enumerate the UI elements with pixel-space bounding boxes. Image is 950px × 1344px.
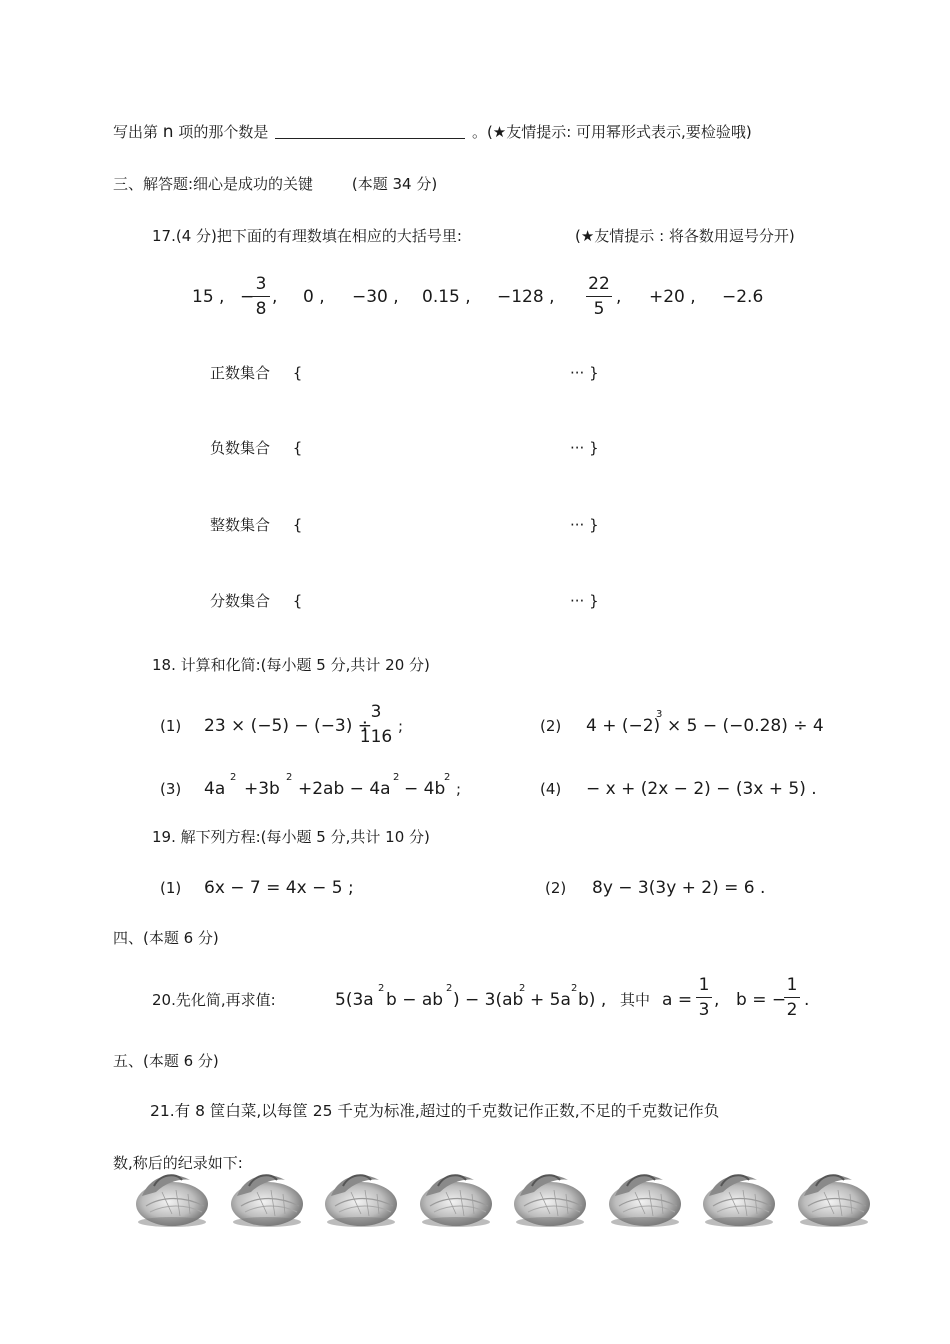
q17-fraction-22-5 <box>586 274 612 319</box>
q17-fraction-3-8-num: 3 <box>255 274 267 294</box>
q16-n: n <box>162 122 174 142</box>
set-row-fraction <box>210 591 302 611</box>
q17-fraction-3-8-comma: , <box>272 287 278 307</box>
q20-a-eq: a = <box>662 990 693 1010</box>
q18-p4-label: (4) <box>540 780 562 798</box>
q17-fraction-22-5-num: 22 <box>588 274 610 294</box>
q18-p1-fraction-den: 116 <box>359 727 393 747</box>
q16-tail: 。(★友情提示: 可用幂形式表示,要检验哦) <box>471 123 752 141</box>
q20-expr-1: 5(3a <box>335 990 374 1010</box>
q19-p2-expr: 8y − 3(3y + 2) = 6 . <box>592 878 766 898</box>
q18-p3-exp1: 2 <box>230 772 237 783</box>
q20-comma: , <box>714 990 720 1010</box>
set-open-brace: { <box>292 516 303 534</box>
q19-stem: 19. 解下列方程:(每小题 5 分,共计 10 分) <box>152 828 430 846</box>
q20-where: 其中 <box>620 991 651 1009</box>
set-open-brace: { <box>292 364 303 382</box>
q18-p1-expr: 23 × (−5) − (−3) ÷ <box>204 716 373 736</box>
q20-expr-2: b − ab <box>386 990 444 1010</box>
q18-p1-label: (1) <box>160 717 182 735</box>
q17-number-neg-sign: − <box>240 287 255 307</box>
q17-number-0: 0 , <box>303 287 325 307</box>
q18-p2-b: × 5 − (−0.28) ÷ 4 <box>667 716 824 736</box>
q20-exp-4: 2 <box>571 983 578 994</box>
q17-fraction-22-5-comma: , <box>616 287 622 307</box>
q18-p1-fraction <box>358 702 394 747</box>
q18-p3-c: +2ab − 4a <box>298 779 391 799</box>
q20-a-fraction <box>696 975 712 1020</box>
set-close-fraction: ··· } <box>570 592 599 610</box>
q18-p3-d: − 4b <box>404 779 446 799</box>
cabbage-image <box>416 1166 494 1230</box>
set-close-integer: ··· } <box>570 516 599 534</box>
q18-p3-exp3: 2 <box>393 772 400 783</box>
q18-p2-a: 4 + (−2) <box>586 716 661 736</box>
q17-number-015: 0.15 , <box>422 287 471 307</box>
section3-title: 三、解答题:细心是成功的关键 <box>113 175 314 193</box>
cabbage-image <box>699 1166 777 1230</box>
set-open-brace: { <box>292 439 303 457</box>
q21-line2: 数,称后的纪录如下: <box>113 1154 243 1172</box>
set-label: 负数集合 <box>210 439 271 457</box>
q18-p1-end: ; <box>398 717 404 735</box>
set-label: 整数集合 <box>210 516 271 534</box>
set-label: 分数集合 <box>210 592 271 610</box>
set-open-brace: { <box>292 592 303 610</box>
cabbage-image <box>510 1166 588 1230</box>
q16-prefix: 写出第 <box>113 123 159 141</box>
set-row-negative <box>210 438 302 458</box>
q20-expr-5: b) , <box>578 990 607 1010</box>
q18-p3-label: (3) <box>160 780 182 798</box>
q17-fraction-3-8 <box>252 274 270 319</box>
q20-stem: 20.先化简,再求值: <box>152 991 276 1009</box>
cabbage-image <box>132 1166 210 1230</box>
q18-p3-exp4: 2 <box>444 772 451 783</box>
q19-p1-label: (1) <box>160 879 182 897</box>
q17-tip: (★友情提示 : 将各数用逗号分开) <box>575 227 795 245</box>
q20-a-num: 1 <box>698 975 710 995</box>
q20-expr-3: ) − 3(ab <box>453 990 524 1010</box>
q20-expr-4: + 5a <box>530 990 571 1010</box>
q20-exp-3: 2 <box>519 983 526 994</box>
set-close-positive: ··· } <box>570 364 599 382</box>
q18-p3-end: ; <box>456 780 462 798</box>
q18-p1-fraction-num: 3 <box>370 702 382 722</box>
q17-stem: 17.(4 分)把下面的有理数填在相应的大括号里: <box>152 227 462 245</box>
cabbage-image <box>227 1166 305 1230</box>
set-row-integer <box>210 515 302 535</box>
set-row-positive <box>210 363 302 383</box>
cabbage-image <box>605 1166 683 1230</box>
q17-number-plus20: +20 , <box>649 287 696 307</box>
q17-fraction-22-5-den: 5 <box>593 299 605 319</box>
q18-p4-expr: − x + (2x − 2) − (3x + 5) . <box>586 779 817 799</box>
q17-number-15: 15 , <box>192 287 225 307</box>
cabbage-image <box>794 1166 872 1230</box>
q17-fraction-3-8-den: 8 <box>255 299 267 319</box>
q20-b-num: 1 <box>786 975 798 995</box>
section4-heading: 四、(本题 6 分) <box>113 929 219 947</box>
set-close-negative: ··· } <box>570 439 599 457</box>
q20-b-fraction <box>784 975 800 1020</box>
q16-answer-blank[interactable] <box>275 124 465 139</box>
q20-exp-2: 2 <box>446 983 453 994</box>
q19-p1-expr: 6x − 7 = 4x − 5 ; <box>204 878 354 898</box>
q16-line <box>113 122 752 142</box>
q18-p3-exp2: 2 <box>286 772 293 783</box>
q20-a-den: 3 <box>698 1000 710 1020</box>
q17-number-neg128: −128 , <box>497 287 555 307</box>
q18-p3-b: +3b <box>244 779 280 799</box>
q18-p2-label: (2) <box>540 717 562 735</box>
section3-score: (本题 34 分) <box>351 175 438 193</box>
q16-suffix: 项的那个数是 <box>178 123 269 141</box>
q20-end: . <box>804 990 810 1010</box>
q18-p2-exponent: 3 <box>656 709 663 720</box>
q18-p3-a: 4a <box>204 779 226 799</box>
set-label: 正数集合 <box>210 364 271 382</box>
q18-stem: 18. 计算和化简:(每小题 5 分,共计 20 分) <box>152 656 430 674</box>
q20-b-eq: b = − <box>736 990 787 1010</box>
q20-b-den: 2 <box>786 1000 798 1020</box>
q19-p2-label: (2) <box>545 879 567 897</box>
q21-line1: 21.有 8 筐白菜,以每筐 25 千克为标准,超过的千克数记作正数,不足的千克数记作负 <box>150 1102 720 1120</box>
section5-heading: 五、(本题 6 分) <box>113 1052 219 1070</box>
q17-number-neg30: −30 , <box>352 287 399 307</box>
q20-exp-1: 2 <box>378 983 385 994</box>
cabbage-image <box>321 1166 399 1230</box>
section3-heading <box>113 174 437 194</box>
q17-number-neg26: −2.6 <box>722 287 764 307</box>
